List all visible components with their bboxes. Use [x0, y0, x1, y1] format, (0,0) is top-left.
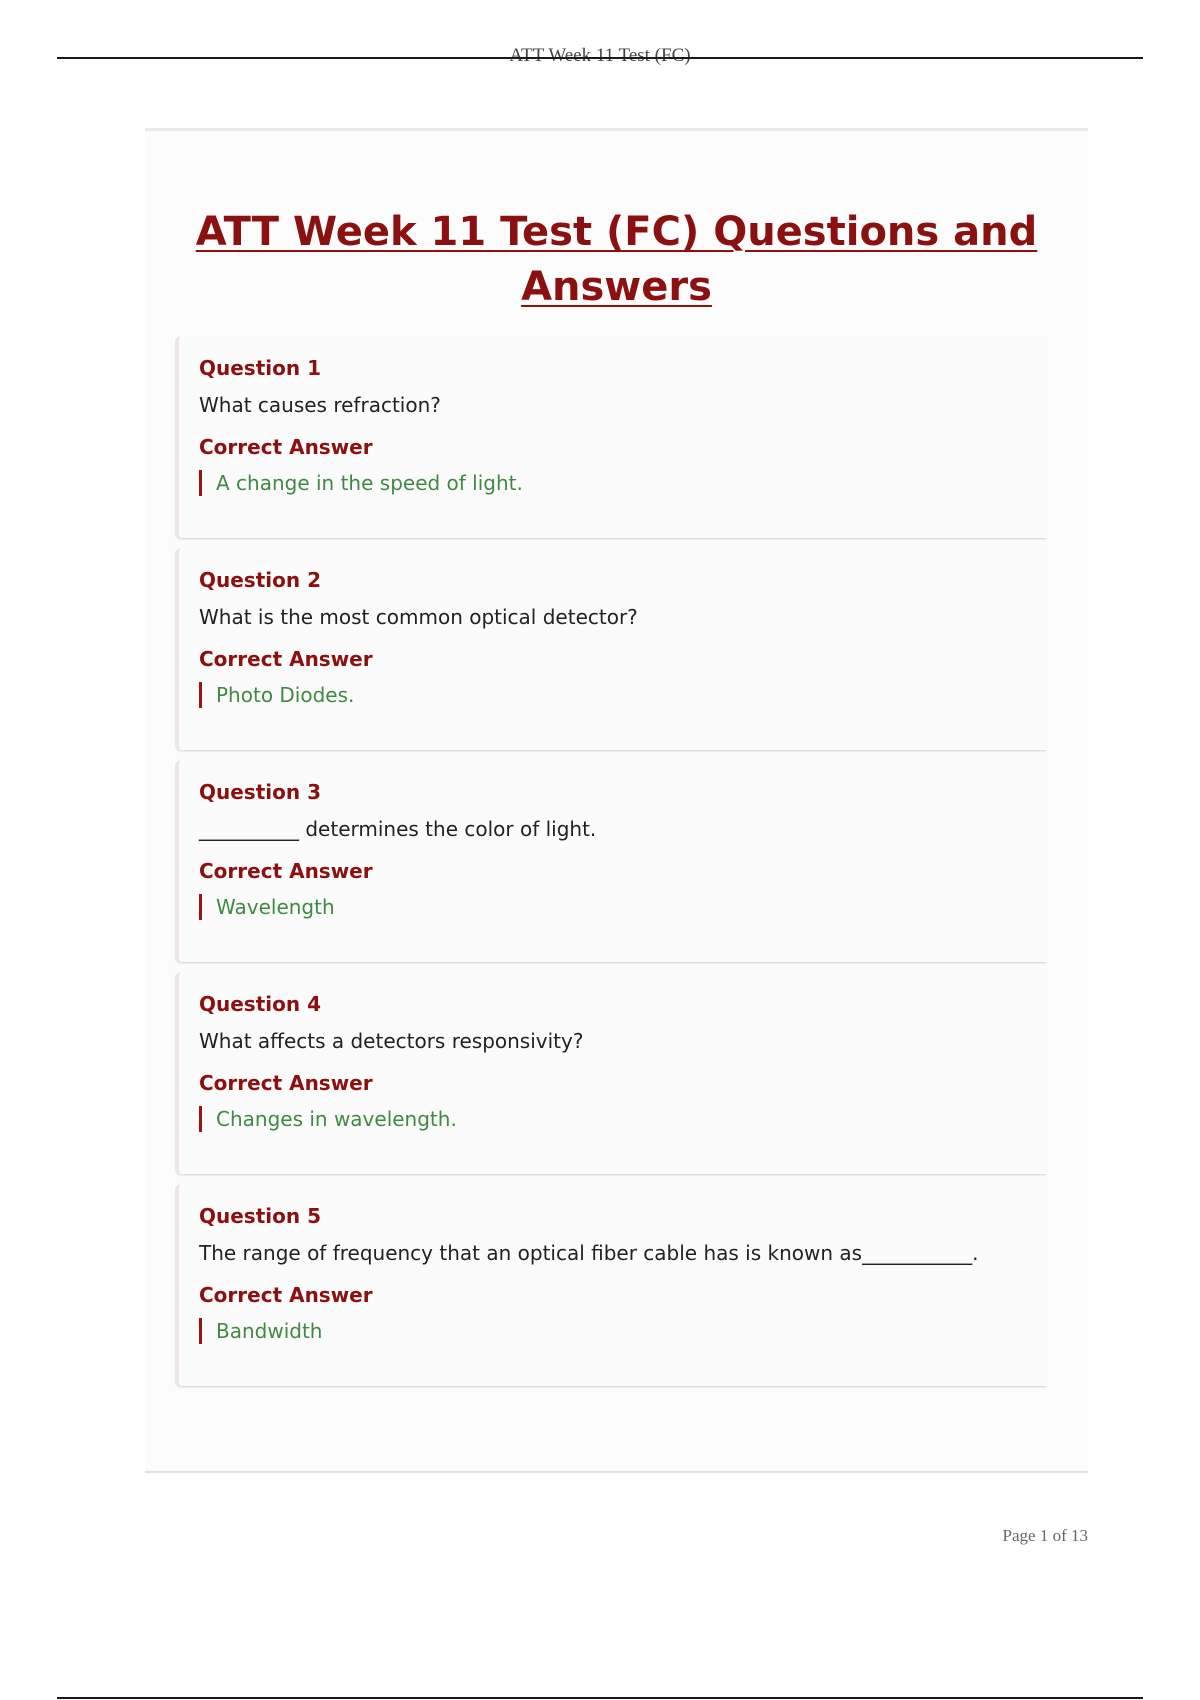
answer-heading: Correct Answer [199, 647, 373, 671]
question-heading: Question 1 [199, 356, 321, 380]
question-text: What causes refraction? [199, 393, 441, 417]
question-heading: Question 5 [199, 1204, 321, 1228]
answer-heading: Correct Answer [199, 1283, 373, 1307]
answer-text: A change in the speed of light. [199, 470, 523, 496]
answer-text: Bandwidth [199, 1318, 322, 1344]
question-heading: Question 3 [199, 780, 321, 804]
question-text: What is the most common optical detector? [199, 605, 638, 629]
document-title: ATT Week 11 Test (FC) Questions and Answers [195, 209, 1038, 310]
question-list [175, 336, 1047, 1396]
answer-text: Photo Diodes. [199, 682, 354, 708]
question-text: What affects a detectors responsivity? [199, 1029, 584, 1053]
header-divider [57, 57, 1143, 59]
answer-heading: Correct Answer [199, 859, 373, 883]
question-card-4 [175, 972, 1047, 1174]
page-indicator: Page 1 of 13 [1002, 1526, 1088, 1545]
content-panel [145, 128, 1088, 1473]
question-card-5 [175, 1184, 1047, 1386]
question-card-1 [175, 336, 1047, 538]
question-heading: Question 4 [199, 992, 321, 1016]
answer-heading: Correct Answer [199, 1071, 373, 1095]
answer-heading: Correct Answer [199, 435, 373, 459]
answer-text: Wavelength [199, 894, 335, 920]
question-card-3 [175, 760, 1047, 962]
question-card-2 [175, 548, 1047, 750]
question-heading: Question 2 [199, 568, 321, 592]
question-text: The range of frequency that an optical fiber cable has is known as___________. [199, 1241, 979, 1265]
answer-text: Changes in wavelength. [199, 1106, 457, 1132]
question-text: __________ determines the color of light. [199, 817, 597, 841]
footer-divider [57, 1697, 1143, 1699]
running-header: ATT Week 11 Test (FC) [509, 45, 691, 66]
